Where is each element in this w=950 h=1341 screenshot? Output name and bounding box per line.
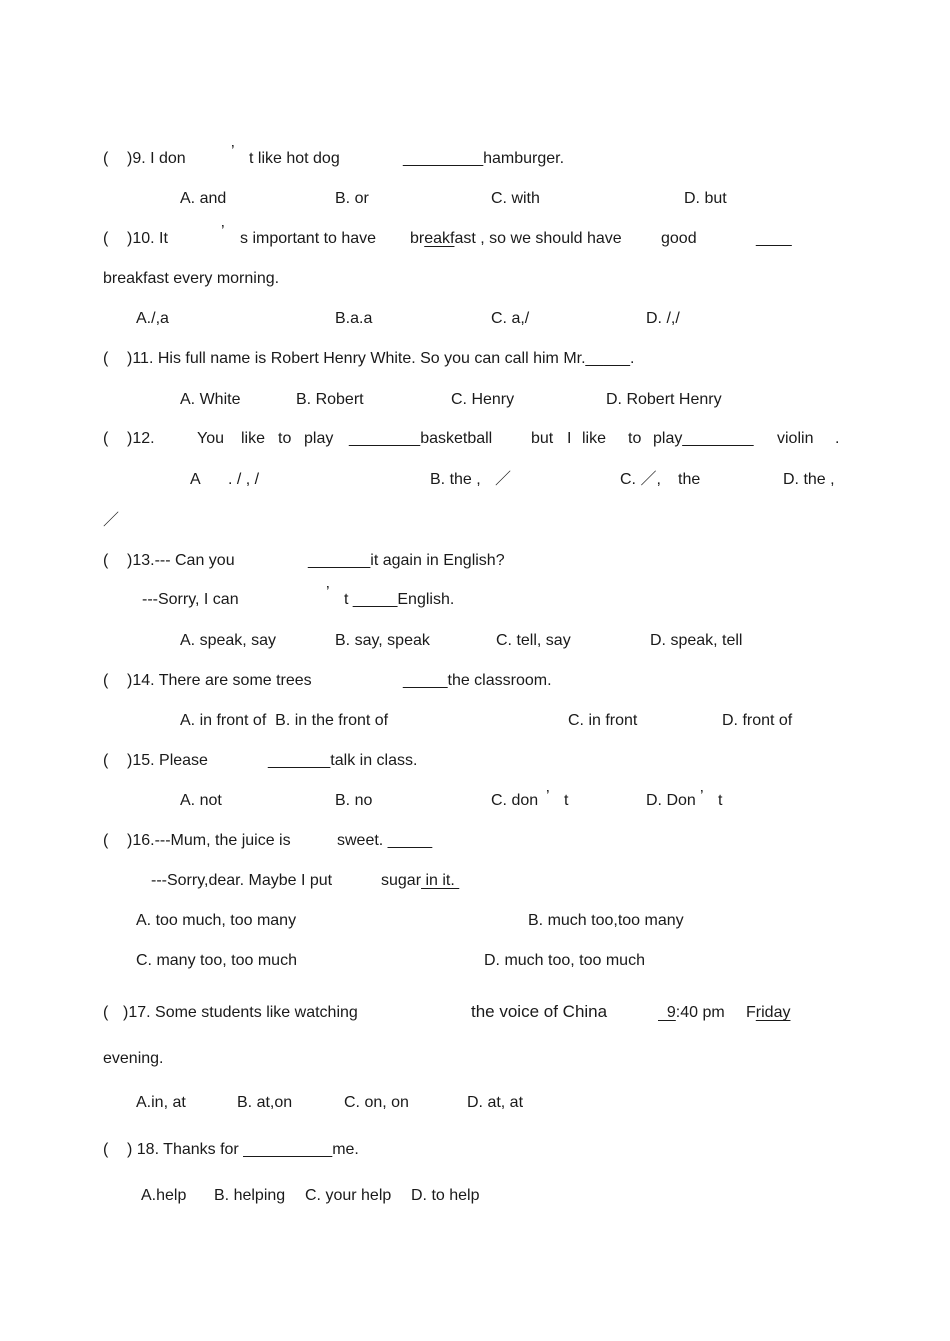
question-text-cont: evening. — [103, 1050, 164, 1067]
answer-paren: ( — [103, 552, 109, 569]
option-c: C. with — [491, 190, 540, 207]
option-c: C. Henry — [451, 391, 515, 408]
option-d: D. /,/ — [646, 310, 680, 327]
option-d: D. the , — [783, 471, 835, 488]
answer-paren: ( — [103, 1141, 109, 1158]
option-c: C. tell, say — [496, 632, 571, 649]
option-a-b: A. in front of B. in the front of — [180, 712, 389, 729]
word: You — [197, 430, 224, 447]
question-text: _______talk in class. — [268, 752, 418, 769]
answer-paren: ( — [103, 230, 109, 247]
answer-paren: ( — [103, 430, 109, 447]
option-b: B. much too,too many — [528, 912, 684, 929]
option-b: B. say, speak — [335, 632, 430, 649]
answer-paren: ( — [103, 672, 109, 689]
question-text: )14. There are some trees — [127, 672, 312, 689]
text-part: :40 pm — [675, 1004, 725, 1021]
option-b: B. the , — [430, 471, 481, 488]
option-c: C. don — [491, 792, 539, 809]
question-text: the voice of China — [471, 1002, 608, 1021]
word: like — [582, 430, 607, 447]
answer-paren: ( — [103, 832, 109, 849]
option-c-text: the — [678, 471, 701, 488]
question-text: )17. Some students like watching — [123, 1004, 358, 1021]
apostrophe: ’ — [700, 788, 704, 805]
word: play — [304, 430, 334, 447]
option-c: C. in front — [568, 712, 638, 729]
question-text — [381, 871, 459, 891]
text-part: br — [410, 230, 425, 247]
option-b: B. no — [335, 792, 373, 809]
text-part: sugar — [381, 872, 422, 889]
slash-mark: ／ — [495, 471, 512, 488]
underlined-text: in it. — [421, 872, 460, 889]
option-d: D. Robert Henry — [606, 391, 722, 408]
option-a: A. speak, say — [180, 632, 277, 649]
text-part: ast , so we should have — [454, 230, 622, 247]
apostrophe: ’ — [326, 584, 330, 601]
option-c: C. ／, — [620, 471, 661, 488]
underlined-text: 9 — [658, 1004, 676, 1021]
word: to — [278, 430, 292, 447]
question-text: )9. I don — [127, 150, 186, 167]
option-d: D. Don — [646, 792, 696, 809]
word: . — [835, 430, 840, 447]
slash-mark: ／ — [103, 512, 120, 529]
question-text: ---Sorry,dear. Maybe I put — [151, 872, 333, 889]
option-c: C. many too, too much — [136, 952, 297, 969]
question-text: t _____English. — [344, 591, 455, 608]
option-a: A.help — [141, 1187, 187, 1204]
blank: play________ — [653, 430, 754, 447]
question-text: good — [661, 230, 697, 247]
question-text: _______it again in English? — [308, 552, 505, 569]
question-text — [410, 229, 622, 249]
question-text: ---Sorry, I can — [142, 591, 239, 608]
option-a: A. too much, too many — [136, 912, 297, 929]
underlined-text: eakf — [424, 230, 455, 247]
word: to — [628, 430, 642, 447]
option-c-end: t — [564, 792, 569, 809]
option-a: A. and — [180, 190, 227, 207]
option-b: B. or — [335, 190, 369, 207]
option-a: A. not — [180, 792, 222, 809]
apostrophe: ’ — [231, 143, 235, 160]
question-text: s important to have — [240, 230, 377, 247]
option-a: A. White — [180, 391, 241, 408]
option-d: D. front of — [722, 712, 793, 729]
blank: ________basketball — [349, 430, 493, 447]
word: but — [531, 430, 554, 447]
answer-paren: ( — [103, 752, 109, 769]
question-text: )13.--- Can you — [127, 552, 235, 569]
option-c: C. a,/ — [491, 310, 530, 327]
option-d-end: t — [718, 792, 723, 809]
option-a: A — [190, 471, 201, 488]
text-part: F — [746, 1004, 756, 1021]
apostrophe: ’ — [221, 223, 225, 240]
question-text: )15. Please — [127, 752, 208, 769]
underlined-text: riday — [755, 1004, 791, 1021]
question-text — [658, 1003, 725, 1023]
question-text-cont: breakfast every morning. — [103, 270, 280, 287]
answer-paren: ( — [103, 1004, 109, 1021]
option-d: D. much too, too much — [484, 952, 645, 969]
word: I — [567, 430, 572, 447]
question-text: )12. — [127, 430, 155, 447]
question-text: ) 18. Thanks for __________me. — [127, 1141, 359, 1158]
option-c: C. on, on — [344, 1094, 409, 1111]
option-b: B. Robert — [296, 391, 364, 408]
answer-paren: ( — [103, 350, 109, 367]
question-text: t like hot dog — [249, 150, 340, 167]
question-text: _________hamburger. — [403, 150, 565, 167]
option-d: D. at, at — [467, 1094, 524, 1111]
option-d: D. but — [684, 190, 727, 207]
question-text: )11. His full name is Robert Henry White. So you can call him Mr._____. — [127, 350, 635, 367]
question-text: )16.---Mum, the juice is — [127, 832, 291, 849]
apostrophe: ’ — [546, 788, 550, 805]
option-a-text: . / , / — [228, 471, 260, 488]
option-a: A.in, at — [136, 1094, 186, 1111]
question-text: sweet. _____ — [337, 832, 433, 849]
option-c: C. your help — [305, 1187, 392, 1204]
word: like — [241, 430, 266, 447]
question-text: )10. It — [127, 230, 168, 247]
question-text: _____the classroom. — [403, 672, 552, 689]
option-d: D. speak, tell — [650, 632, 743, 649]
question-text — [746, 1003, 790, 1023]
answer-paren: ( — [103, 150, 109, 167]
option-d: D. to help — [411, 1187, 480, 1204]
word: violin — [777, 430, 814, 447]
option-a: A./,a — [136, 310, 169, 327]
option-b: B.a.a — [335, 310, 373, 327]
blank: ____ — [756, 230, 792, 247]
option-b: B. helping — [214, 1187, 286, 1204]
option-b: B. at,on — [237, 1094, 293, 1111]
